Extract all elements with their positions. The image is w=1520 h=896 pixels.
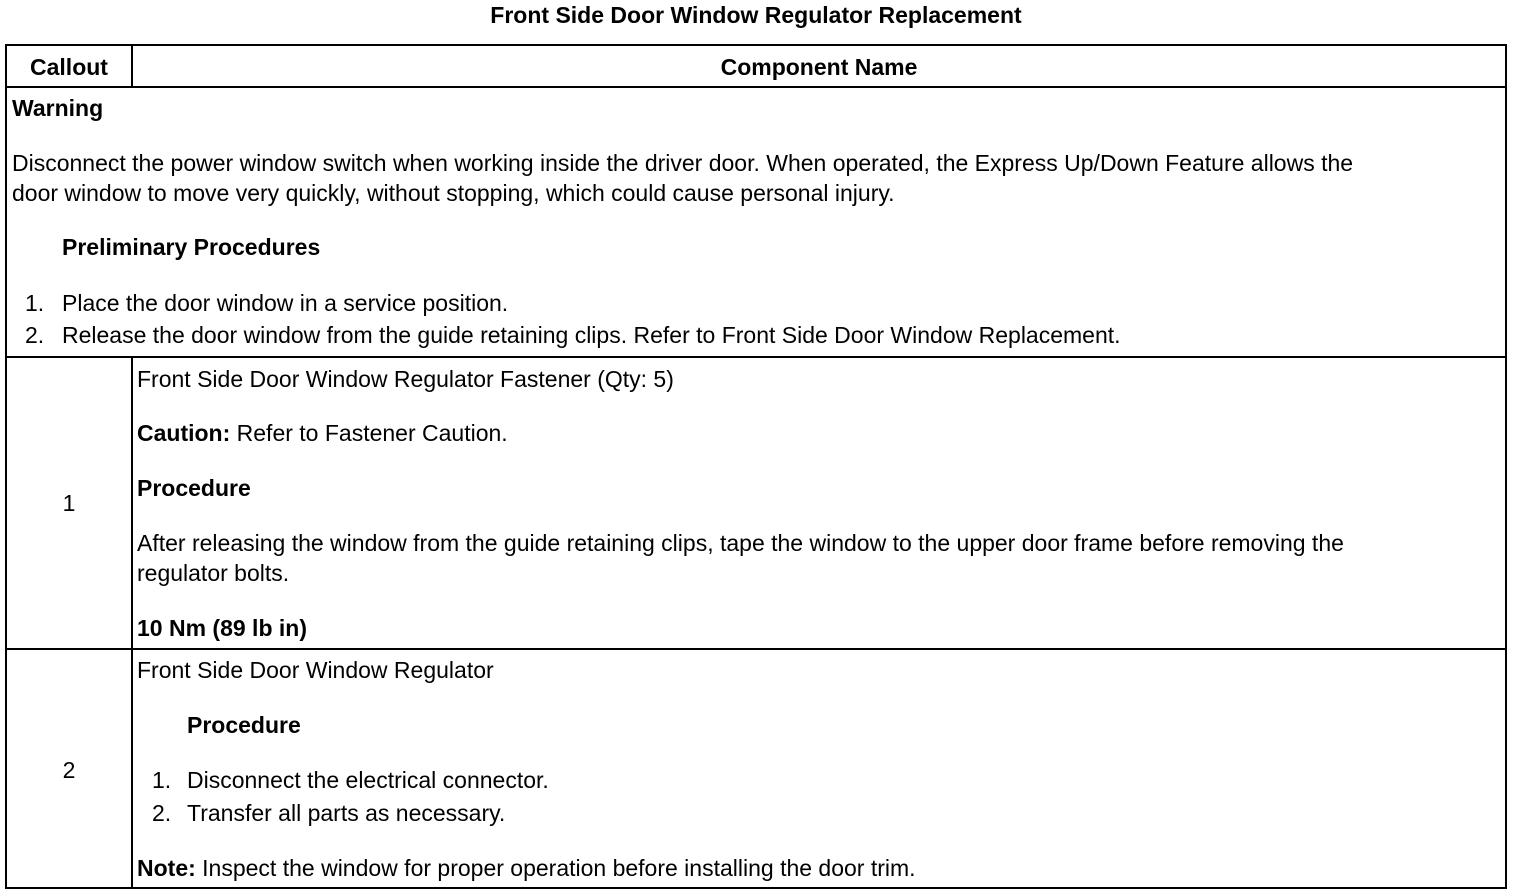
note-line: [137, 853, 916, 884]
preliminary-heading: Preliminary Procedures: [62, 234, 321, 260]
row-divider: [7, 648, 1505, 650]
procedure-heading: Procedure: [137, 475, 251, 501]
step-number: 2.: [25, 322, 45, 348]
callout-number: 2: [62, 757, 76, 783]
table-header: [7, 46, 1505, 88]
caution-label: Caution:: [137, 420, 231, 446]
warning-text-line1: Disconnect the power window switch when working inside the driver door. When operated, the Express Up/Down Feature allows the: [12, 150, 1354, 176]
component-name: Front Side Door Window Regulator: [137, 657, 494, 683]
callout-number: 1: [62, 490, 76, 516]
step-text: Release the door window from the guide retaining clips. Refer to Front Side Door Window Replacement.: [62, 322, 1121, 348]
step-number: 1.: [25, 290, 45, 316]
row-divider: [7, 356, 1505, 358]
note-text: Inspect the window for proper operation before installing the door trim.: [195, 855, 916, 881]
torque-spec: 10 Nm (89 lb in): [137, 615, 307, 641]
procedure-heading: Procedure: [187, 712, 301, 738]
caution-text: Refer to Fastener Caution.: [230, 420, 508, 446]
procedure-table: [5, 44, 1507, 889]
column-divider: [131, 357, 133, 649]
document-title: Front Side Door Window Regulator Replacement: [490, 2, 1022, 28]
warning-heading: Warning: [12, 95, 104, 121]
component-name: Front Side Door Window Regulator Fastener (Qty: 5): [137, 366, 674, 392]
component-column-header: Component Name: [720, 54, 918, 80]
warning-text-line2: door window to move very quickly, without stopping, which could cause personal injury.: [12, 180, 895, 206]
step-text: Disconnect the electrical connector.: [187, 767, 549, 793]
step-number: 1.: [152, 767, 172, 793]
step-text: Transfer all parts as necessary.: [187, 800, 506, 826]
column-divider: [131, 649, 133, 889]
step-number: 2.: [152, 800, 172, 826]
procedure-text-line2: regulator bolts.: [137, 560, 290, 586]
procedure-text-line1: After releasing the window from the guide retaining clips, tape the window to the upper door frame before removing the: [137, 530, 1344, 556]
caution-line: [137, 418, 508, 449]
note-label: Note:: [137, 855, 196, 881]
step-text: Place the door window in a service position.: [62, 290, 509, 316]
callout-column-header: Callout: [7, 46, 133, 86]
